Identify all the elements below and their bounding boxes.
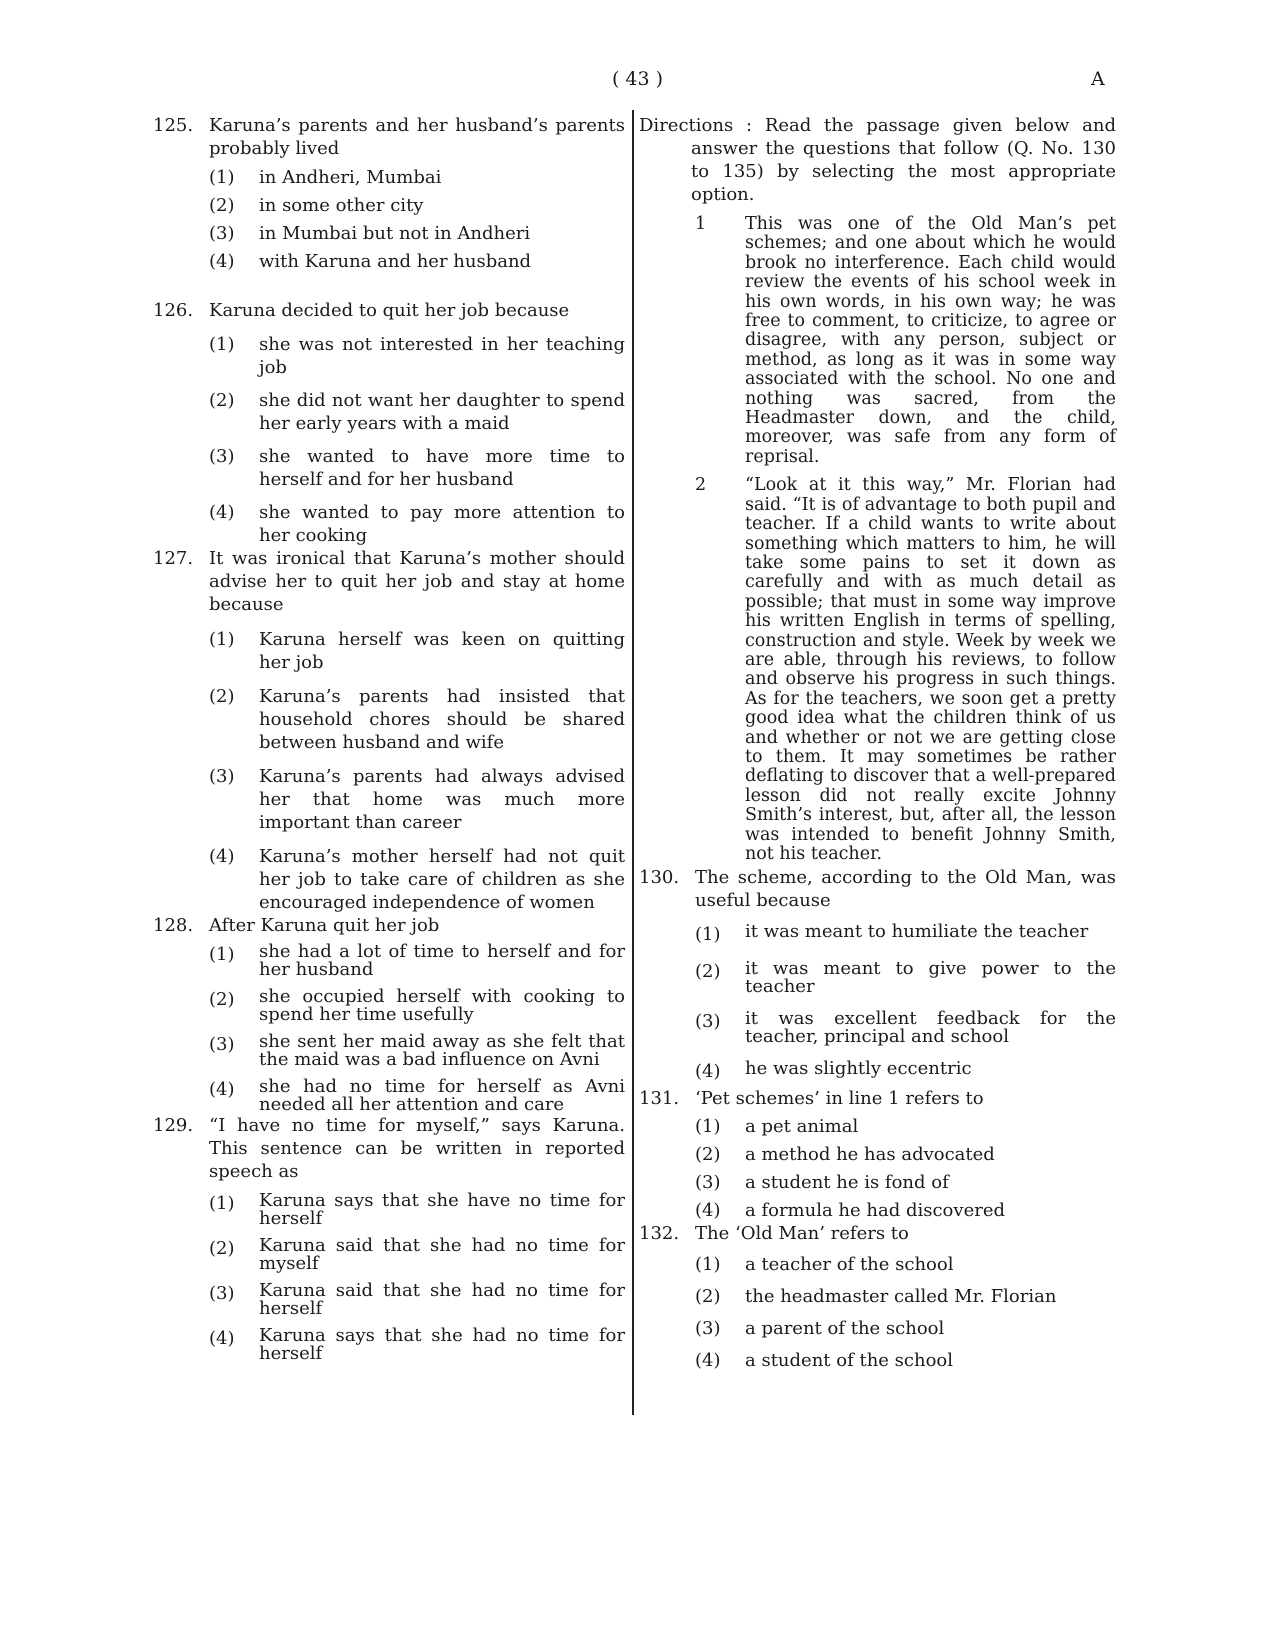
option-label: (4) — [209, 502, 235, 523]
directions-text: Read the passage given below and answer the questions that follow (Q. No. 130 to 135) by selecting the most appropriate option. — [691, 115, 1116, 205]
question-number: 131. — [639, 1088, 680, 1110]
option-label: (1) — [209, 167, 235, 188]
left-column — [153, 114, 625, 1363]
question-130 — [639, 866, 1116, 1083]
question-text: After Karuna quit her job — [209, 915, 440, 936]
question-127 — [153, 547, 625, 914]
option-label: (4) — [695, 1200, 721, 1222]
option-text: it was excellent feedback for the teacher, principal and school — [745, 1008, 1116, 1048]
option[interactable] — [695, 1143, 1116, 1166]
option[interactable] — [209, 765, 625, 834]
option-text: Karuna said that she had no time for herself — [259, 1280, 625, 1319]
paragraph-text: “Look at it this way,” Mr. Florian had said. “It is of advantage to both pupil and teacher. If a child wants to write about something which matters to him, he will take some pains to set it down as carefully and with as much detail as possible; that must in some way improve his written English in terms of spelling, construction and style. Week by week we are able, through his reviews, to follow and observe his progress in such things. As for the teachers, we soon get a pretty good idea what the children think of us and whether or not we are getting close to them. It may sometimes be rather deflating to discover that a well-prepared lesson did not really excite Johnny Smith’s interest, but, after all, the lesson was intended to benefit Johnny Smith, not his teacher. — [745, 475, 1116, 864]
option-label: (2) — [209, 989, 235, 1010]
option-label: (3) — [209, 446, 235, 467]
option[interactable] — [695, 1253, 1116, 1276]
option-text: Karuna’s parents had always advised her that home was much more important than career — [259, 766, 625, 833]
option-text: in some other city — [259, 195, 424, 216]
option[interactable] — [209, 1327, 625, 1363]
option-text: it was meant to give power to the teacher — [745, 958, 1116, 998]
option-label: (2) — [695, 1286, 721, 1308]
option-text: in Mumbai but not in Andheri — [259, 223, 531, 244]
column-divider — [632, 110, 634, 1415]
passage-paragraph-2 — [695, 476, 1116, 864]
question-132 — [639, 1222, 1116, 1372]
option[interactable] — [209, 1237, 625, 1273]
question-number: 126. — [153, 300, 194, 321]
option[interactable] — [695, 1317, 1116, 1340]
option[interactable] — [695, 1010, 1116, 1046]
option-text: the headmaster called Mr. Florian — [745, 1286, 1057, 1308]
option[interactable] — [209, 988, 625, 1024]
option[interactable] — [209, 166, 625, 189]
option-label: (4) — [695, 1350, 721, 1372]
question-text: “I have no time for myself,” says Karuna. This sentence can be written in reported speech as — [209, 1115, 625, 1182]
option[interactable] — [209, 628, 625, 674]
option-text: she wanted to pay more attention to her cooking — [259, 502, 625, 546]
option[interactable] — [209, 1078, 625, 1114]
option-label: (1) — [209, 629, 235, 650]
option-text: Karuna said that she had no time for myself — [259, 1235, 625, 1274]
option-label: (4) — [209, 1079, 235, 1100]
question-131 — [639, 1087, 1116, 1222]
option[interactable] — [209, 943, 625, 979]
question-number: 130. — [639, 867, 680, 889]
option[interactable] — [695, 923, 1116, 946]
question-text: The scheme, according to the Old Man, was useful because — [695, 867, 1116, 912]
option-text: Karuna says that she had no time for herself — [259, 1325, 625, 1364]
option[interactable] — [209, 250, 625, 273]
option-text: she wanted to have more time to herself and for her husband — [259, 446, 625, 490]
question-text: Karuna decided to quit her job because — [209, 300, 570, 321]
option-text: a method he has advocated — [745, 1144, 995, 1166]
option-text: she was not interested in her teaching job — [259, 334, 625, 378]
paragraph-text: This was one of the Old Man’s pet schemes; and one about which he would brook no interference. Each child would review the events of his school week in his own words, in his own way; he was free to comment, to criticize, to agree or disagree, with any person, subject or method, as long as it was in some way associated with the school. No one and nothing was sacred, from the Headmaster down, and the child, moreover, was safe from any form of reprisal. — [745, 214, 1116, 467]
question-number: 127. — [153, 548, 194, 569]
option[interactable] — [695, 1060, 1116, 1083]
option-text: in Andheri, Mumbai — [259, 167, 442, 188]
right-column — [639, 114, 1116, 1372]
option[interactable] — [695, 1285, 1116, 1308]
option[interactable] — [695, 1199, 1116, 1222]
option-label: (4) — [209, 1328, 235, 1349]
question-number: 125. — [153, 115, 194, 136]
option-label: (1) — [695, 1254, 721, 1276]
option-text: Karuna herself was keen on quitting her job — [259, 629, 625, 673]
question-text: The ‘Old Man’ refers to — [695, 1223, 909, 1245]
option[interactable] — [695, 1349, 1116, 1372]
option-label: (3) — [695, 1172, 721, 1194]
option-label: (3) — [209, 1034, 235, 1055]
question-126 — [153, 299, 625, 547]
option-label: (1) — [209, 1193, 235, 1214]
option-label: (1) — [209, 944, 235, 965]
option-text: with Karuna and her husband — [259, 251, 532, 272]
option-label: (1) — [209, 334, 235, 355]
option[interactable] — [209, 389, 625, 435]
paragraph-number: 2 — [695, 475, 707, 496]
option-label: (2) — [209, 195, 235, 216]
option-text: a student he is fond of — [745, 1172, 949, 1194]
question-129 — [153, 1114, 625, 1363]
option-text: she had no time for herself as Avni needed all her attention and care — [259, 1076, 625, 1115]
directions — [639, 114, 1116, 206]
option[interactable] — [209, 1282, 625, 1318]
question-text: It was ironical that Karuna’s mother should advise her to quit her job and stay at home because — [209, 548, 625, 615]
option-text: Karuna’s parents had insisted that household chores should be shared between husband and wife — [259, 686, 625, 753]
option-text: Karuna says that she have no time for herself — [259, 1190, 625, 1229]
option-label: (3) — [695, 1011, 721, 1033]
option[interactable] — [209, 445, 625, 491]
option-label: (2) — [209, 1238, 235, 1259]
passage-paragraph-1 — [695, 215, 1116, 467]
option[interactable] — [695, 1171, 1116, 1194]
option-label: (4) — [209, 846, 235, 867]
option-text: he was slightly eccentric — [745, 1058, 972, 1080]
option-label: (1) — [695, 924, 721, 946]
page-number: ( 43 ) — [611, 68, 664, 90]
option-text: a parent of the school — [745, 1318, 945, 1340]
option[interactable] — [209, 333, 625, 379]
option[interactable] — [695, 1115, 1116, 1138]
option[interactable] — [209, 194, 625, 217]
paragraph-number: 1 — [695, 214, 707, 234]
option-label: (2) — [695, 1144, 721, 1166]
option-label: (4) — [209, 251, 235, 272]
option-label: (1) — [695, 1116, 721, 1138]
question-128 — [153, 914, 625, 1114]
option-text: she occupied herself with cooking to spend her time usefully — [259, 986, 625, 1025]
option-text: she sent her maid away as she felt that the maid was a bad influence on Avni — [259, 1031, 625, 1070]
option[interactable] — [209, 1192, 625, 1228]
question-text: ‘Pet schemes’ in line 1 refers to — [695, 1088, 984, 1110]
booklet-code: A — [1091, 68, 1105, 90]
option-label: (3) — [209, 1283, 235, 1304]
option[interactable] — [209, 222, 625, 245]
option[interactable] — [209, 501, 625, 547]
option-label: (2) — [695, 961, 721, 983]
option-text: a formula he had discovered — [745, 1200, 1005, 1222]
question-number: 132. — [639, 1223, 680, 1245]
question-number: 129. — [153, 1115, 194, 1136]
option-label: (2) — [209, 390, 235, 411]
option[interactable] — [209, 685, 625, 754]
option-text: a teacher of the school — [745, 1254, 954, 1276]
option-label: (3) — [695, 1318, 721, 1340]
option-text: she had a lot of time to herself and for her husband — [259, 941, 625, 980]
option[interactable] — [209, 845, 625, 914]
option-text: it was meant to humiliate the teacher — [745, 921, 1089, 943]
option-text: she did not want her daughter to spend her early years with a maid — [259, 390, 625, 434]
directions-label: Directions : — [639, 115, 753, 136]
option-label: (4) — [695, 1061, 721, 1083]
question-number: 128. — [153, 915, 194, 936]
question-text: Karuna’s parents and her husband’s parents probably lived — [209, 115, 625, 159]
option[interactable] — [695, 960, 1116, 996]
question-125 — [153, 114, 625, 273]
option-text: a pet animal — [745, 1116, 859, 1138]
option-text: Karuna’s mother herself had not quit her job to take care of children as she encouraged independence of women — [259, 846, 625, 913]
option-label: (2) — [209, 686, 235, 707]
option[interactable] — [209, 1033, 625, 1069]
option-text: a student of the school — [745, 1350, 954, 1372]
option-label: (3) — [209, 223, 235, 244]
option-label: (3) — [209, 766, 235, 787]
